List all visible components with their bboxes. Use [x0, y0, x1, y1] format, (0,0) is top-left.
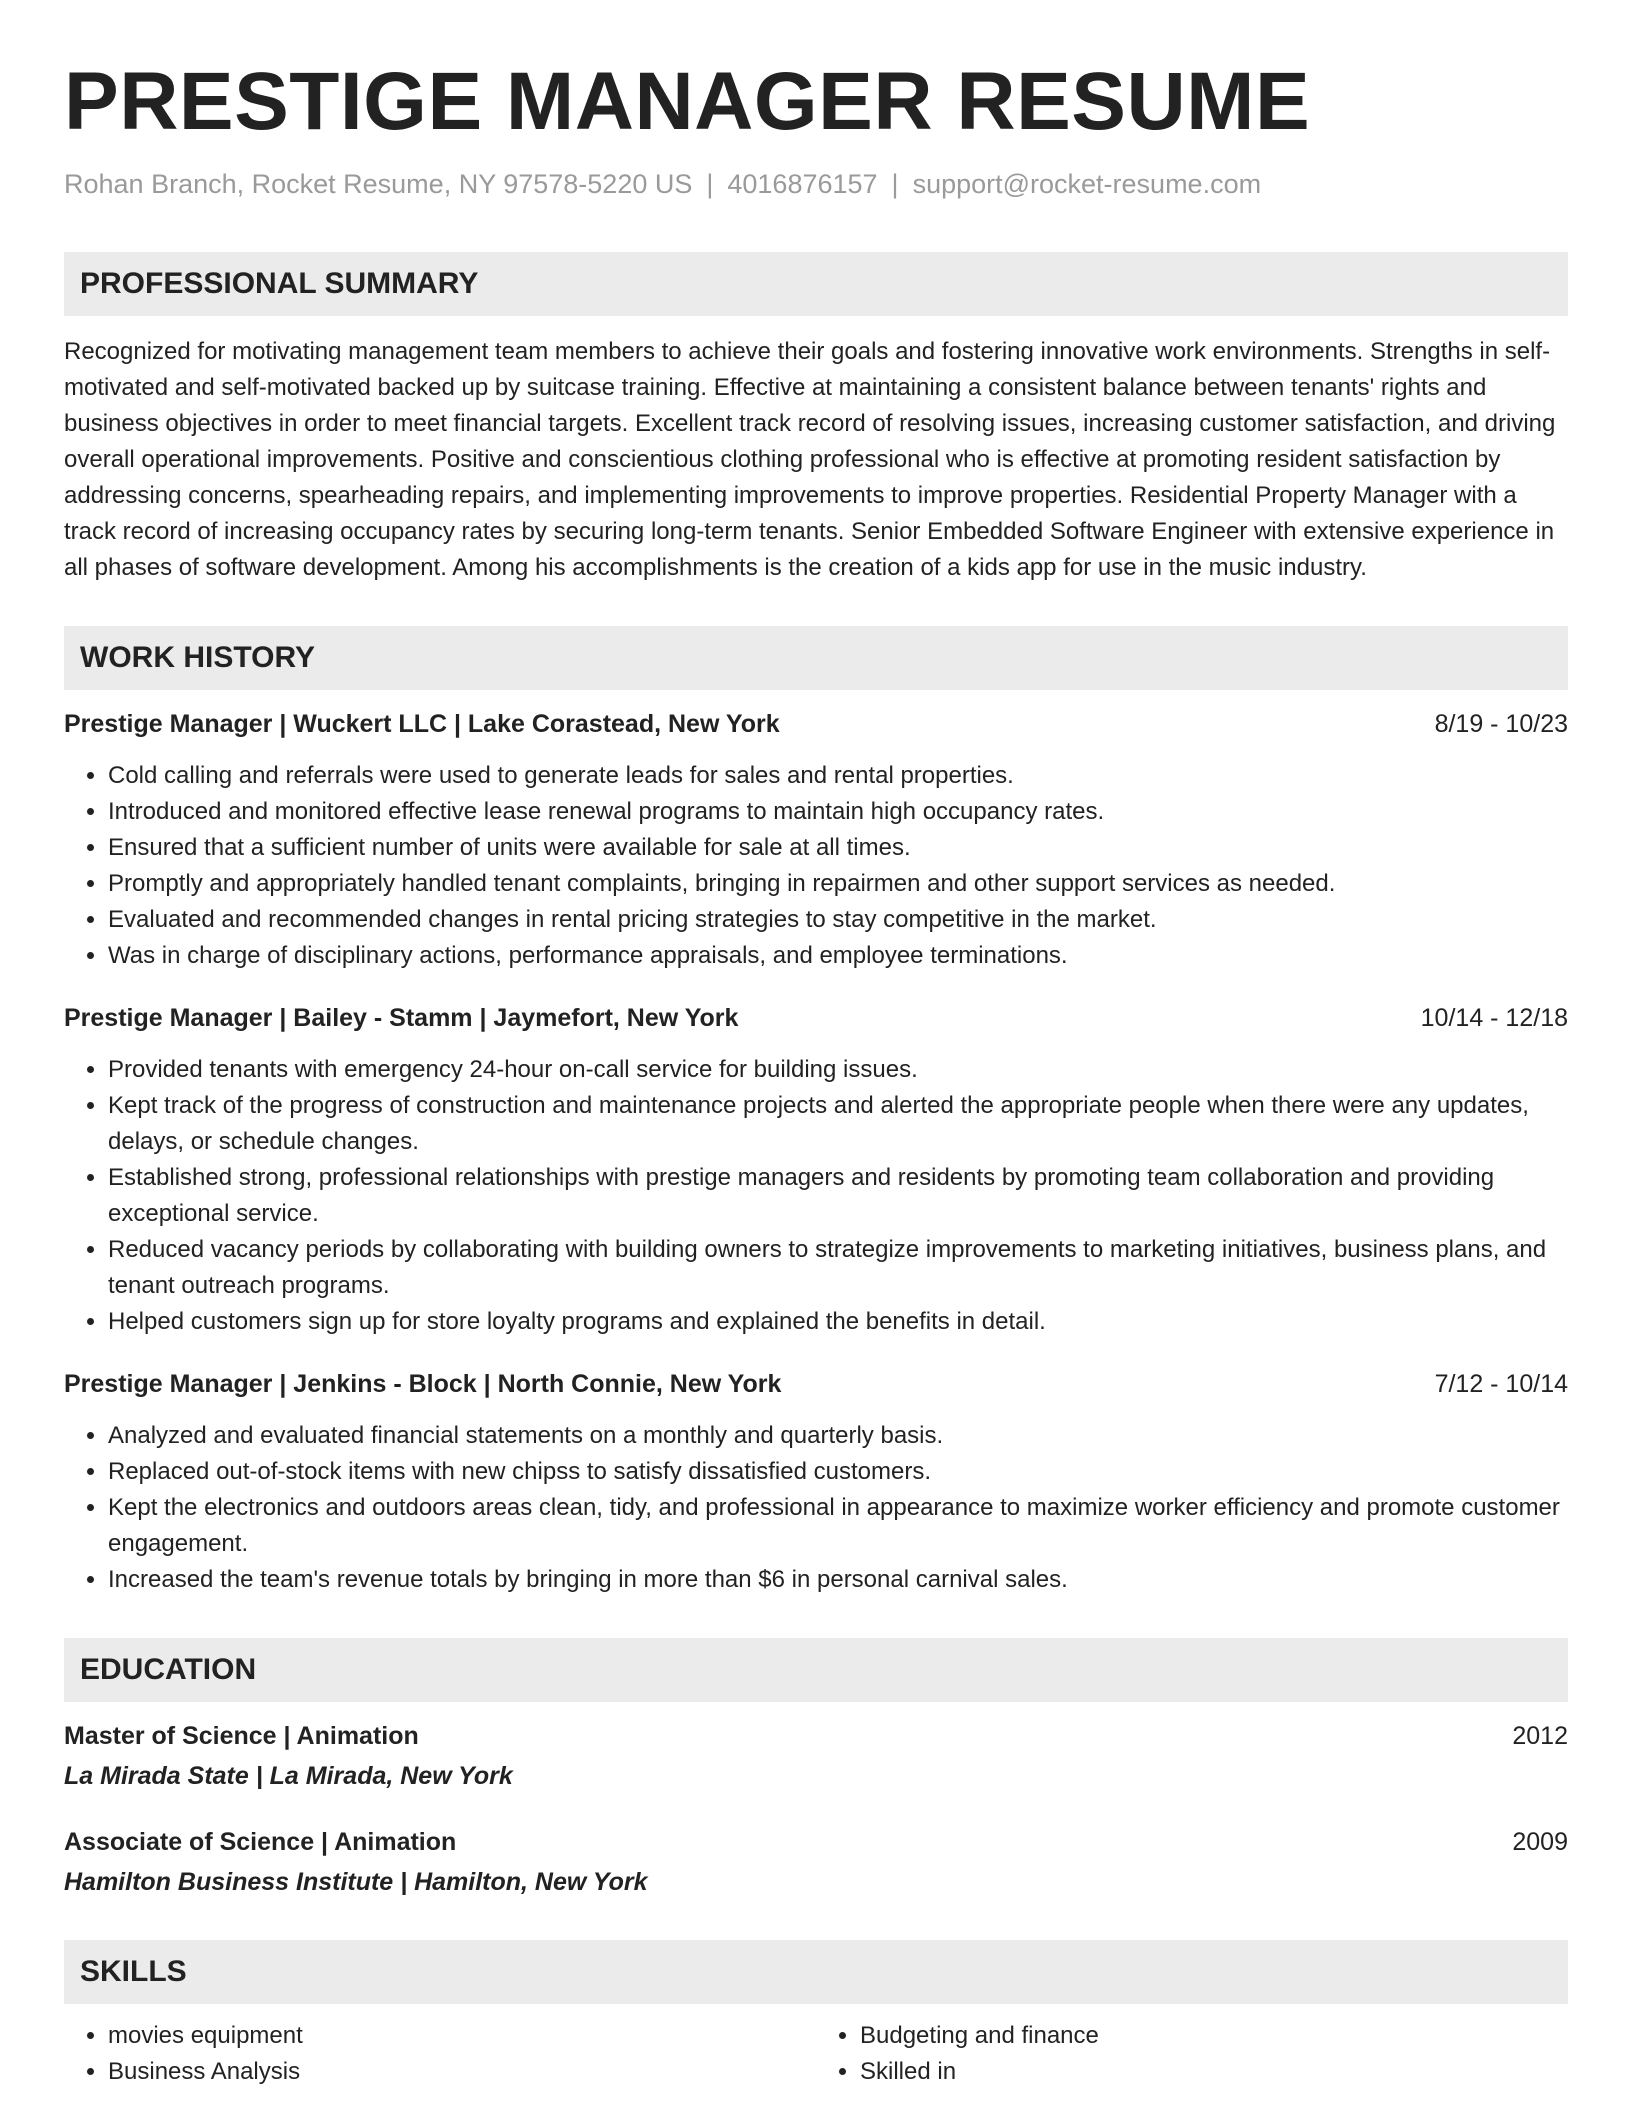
job-entry: [64, 706, 1568, 974]
education-header: [64, 1824, 1568, 1860]
contact-address: Rohan Branch, Rocket Resume, NY 97578-5220 US: [64, 169, 693, 199]
job-bullet: • Replaced out-of-stock items with new chipss to satisfy dissatisfied customers.: [108, 1454, 1568, 1490]
job-bullet: • Provided tenants with emergency 24-hour on-call service for building issues.: [108, 1052, 1568, 1088]
job-date: 8/19 - 10/23: [1434, 710, 1568, 738]
job-bullet: • Kept track of the progress of construction and maintenance projects and alerted the appropriate people when there were any updates, delays, or schedule changes.: [108, 1088, 1568, 1160]
skill-item: • Skilled in: [860, 2054, 1568, 2090]
section-heading-skills: SKILLS: [64, 1940, 1568, 2004]
summary-text: Recognized for motivating management team members to achieve their goals and fostering innovative work environments. Strengths in self-motivated and self-motivated backed up by suitcase training. Effective at maintaining a consistent balance between tenants' rights and business objectives in order to meet financial targets. Excellent track record of resolving issues, increasing customer satisfaction, and driving overall operational improvements. Positive and conscientious clothing professional who is effective at promoting resident satisfaction by addressing concerns, spearheading repairs, and implementing improvements to improve properties. Residential Property Manager with a track record of increasing occupancy rates by securing long-term tenants. Senior Embedded Software Engineer with extensive experience in all phases of software development. Among his accomplishments is the creation of a kids app for use in the music industry.: [64, 338, 1556, 581]
skills-column-right: [816, 2018, 1568, 2090]
education-year: 2012: [1512, 1722, 1568, 1750]
job-header: [64, 1366, 1568, 1402]
education-school: Hamilton Business Institute | Hamilton, New York: [64, 1868, 648, 1896]
job-title: Prestige Manager | Jenkins - Block | North Connie, New York: [64, 1370, 782, 1398]
resume-title: PRESTIGE MANAGER RESUME: [64, 56, 1311, 147]
job-bullets: [64, 1418, 1568, 1598]
skill-item: • Business Analysis: [108, 2054, 816, 2090]
section-heading-education: EDUCATION: [64, 1638, 1568, 1702]
education-degree: Master of Science | Animation: [64, 1722, 419, 1750]
section-heading-summary: PROFESSIONAL SUMMARY: [64, 252, 1568, 316]
job-bullets: [64, 1052, 1568, 1340]
job-bullet: • Introduced and monitored effective lease renewal programs to maintain high occupancy rates.: [108, 794, 1568, 830]
contact-line: [64, 166, 1568, 202]
job-entry: [64, 1000, 1568, 1340]
job-header: [64, 1000, 1568, 1036]
job-bullet: • Cold calling and referrals were used to generate leads for sales and rental properties.: [108, 758, 1568, 794]
job-bullet: • Was in charge of disciplinary actions, performance appraisals, and employee terminations.: [108, 938, 1568, 974]
job-title: Prestige Manager | Wuckert LLC | Lake Corastead, New York: [64, 710, 780, 738]
contact-separator: |: [706, 169, 714, 199]
job-bullet: • Analyzed and evaluated financial statements on a monthly and quarterly basis.: [108, 1418, 1568, 1454]
skills-column-left: [64, 2018, 816, 2090]
job-bullet: • Evaluated and recommended changes in rental pricing strategies to stay competitive in the market.: [108, 902, 1568, 938]
job-bullet: • Established strong, professional relationships with prestige managers and residents by promoting team collaboration and providing exceptional service.: [108, 1160, 1568, 1232]
job-bullets: [64, 758, 1568, 974]
skills-list: [64, 2018, 1568, 2090]
job-entry: [64, 1366, 1568, 1598]
job-title: Prestige Manager | Bailey - Stamm | Jaymefort, New York: [64, 1004, 739, 1032]
contact-separator: |: [891, 169, 899, 199]
education-entry: [64, 1718, 1568, 1794]
education-degree: Associate of Science | Animation: [64, 1828, 457, 1856]
job-bullet: • Kept the electronics and outdoors areas clean, tidy, and professional in appearance to maximize worker efficiency and promote customer engagement.: [108, 1490, 1568, 1562]
contact-phone: 4016876157: [727, 169, 878, 199]
job-header: [64, 706, 1568, 742]
education-school: La Mirada State | La Mirada, New York: [64, 1762, 513, 1790]
contact-email: support@rocket-resume.com: [912, 169, 1262, 199]
job-bullet: • Increased the team's revenue totals by bringing in more than $6 in personal carnival sales.: [108, 1562, 1568, 1598]
job-bullet: • Reduced vacancy periods by collaborating with building owners to strategize improvements to marketing initiatives, business plans, and tenant outreach programs.: [108, 1232, 1568, 1304]
job-bullet: • Promptly and appropriately handled tenant complaints, bringing in repairmen and other support services as needed.: [108, 866, 1568, 902]
job-date: 10/14 - 12/18: [1420, 1004, 1568, 1032]
job-bullet: • Helped customers sign up for store loyalty programs and explained the benefits in detail.: [108, 1304, 1568, 1340]
skill-item: • movies equipment: [108, 2018, 816, 2054]
job-date: 7/12 - 10/14: [1434, 1370, 1568, 1398]
job-bullet: • Ensured that a sufficient number of units were available for sale at all times.: [108, 830, 1568, 866]
education-header: [64, 1718, 1568, 1754]
section-heading-work-history: WORK HISTORY: [64, 626, 1568, 690]
education-entry: [64, 1824, 1568, 1900]
education-year: 2009: [1512, 1828, 1568, 1856]
skill-item: • Budgeting and finance: [860, 2018, 1568, 2054]
